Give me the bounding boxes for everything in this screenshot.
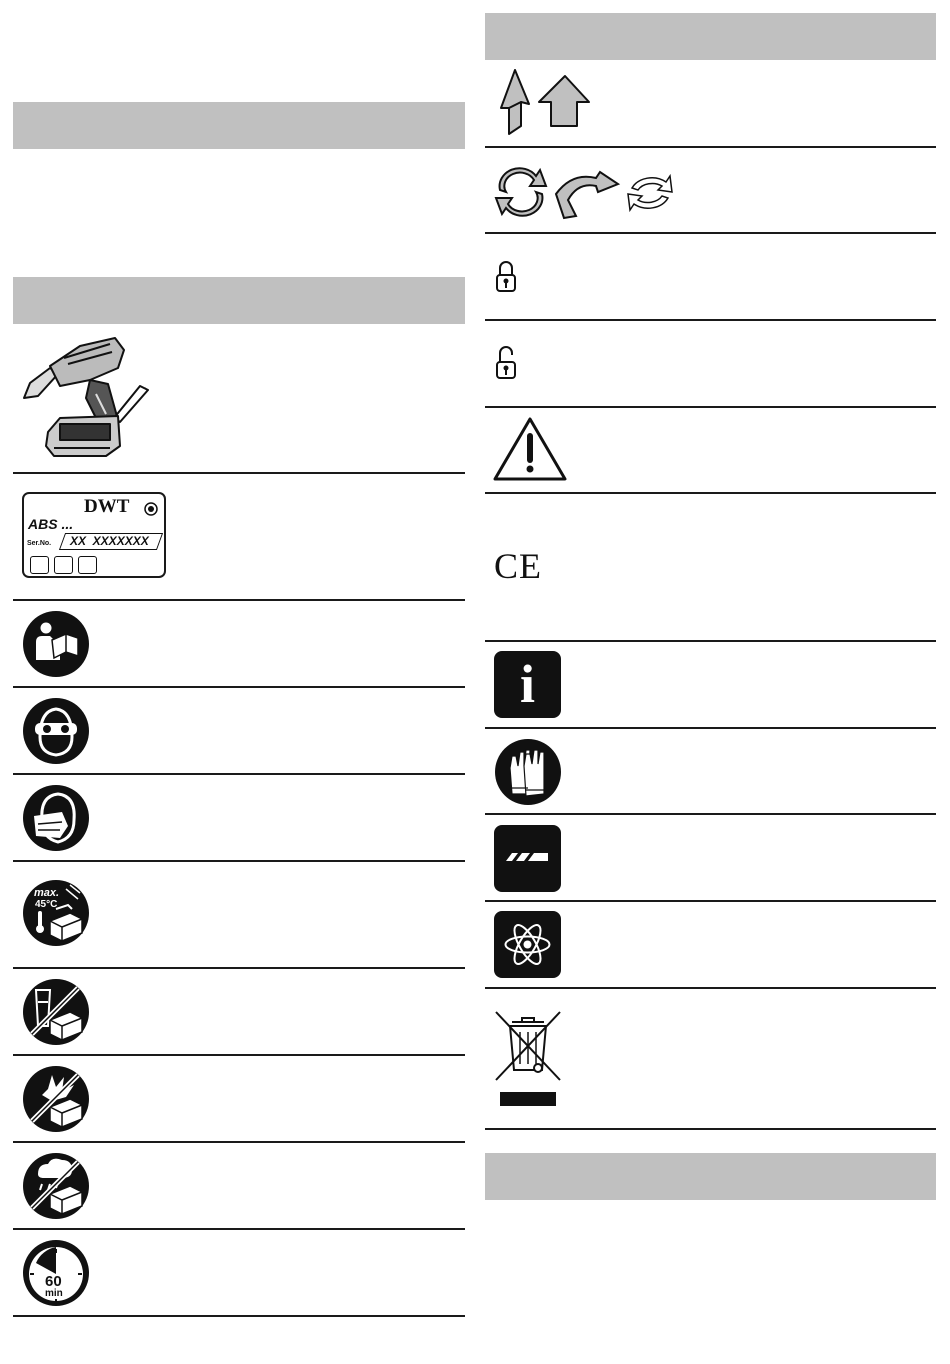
divider [13, 599, 465, 601]
charge-time-unit: min [45, 1288, 63, 1299]
battery-level-icon [494, 825, 561, 892]
divider [485, 232, 936, 234]
eye-protection-icon [22, 697, 90, 765]
divider [13, 686, 465, 688]
rating-plate-brand: DWT [84, 496, 130, 517]
read-manual-icon [22, 610, 90, 678]
divider [13, 1141, 465, 1143]
max-temp-line2: 45°C [35, 899, 58, 910]
right-header-bar-1 [485, 13, 936, 60]
divider [485, 406, 936, 408]
divider [13, 472, 465, 474]
lock-closed-icon [495, 259, 517, 295]
divider [485, 900, 936, 902]
max-temp-line1: max. [34, 887, 60, 899]
rating-plate-box [30, 556, 49, 574]
atom-icon [494, 911, 561, 978]
rating-plate-box [78, 556, 97, 574]
warning-triangle-icon [492, 416, 568, 482]
left-header-bar-2 [13, 277, 465, 324]
gloves-icon [494, 738, 562, 806]
dust-mask-icon [22, 784, 90, 852]
drill-illustration [20, 328, 155, 463]
divider [485, 640, 936, 642]
divider [485, 146, 936, 148]
ce-mark-icon [494, 548, 542, 584]
charge-time-value: 60 [45, 1273, 62, 1290]
divider [485, 813, 936, 815]
divider [485, 1128, 936, 1130]
divider [13, 773, 465, 775]
left-header-bar-1 [13, 102, 465, 149]
rotation-arrows-icon [492, 164, 677, 220]
divider [13, 1228, 465, 1230]
no-rain-battery-icon [22, 1152, 90, 1220]
divider [485, 987, 936, 989]
info-icon [494, 651, 561, 718]
rating-plate-serial-label: Ser.No. [27, 540, 52, 547]
divider [485, 727, 936, 729]
divider [13, 860, 465, 862]
divider [485, 319, 936, 321]
divider [13, 1054, 465, 1056]
no-water-battery-icon [22, 978, 90, 1046]
rating-plate-model: ABS ... [28, 516, 74, 532]
info-letter: i [519, 654, 535, 714]
direction-up-arrows-icon [495, 68, 595, 138]
right-header-bar-2 [485, 1153, 936, 1200]
lock-open-icon [495, 344, 517, 382]
charge-time-icon [22, 1239, 90, 1307]
divider [13, 967, 465, 969]
rating-plate-gear-icon [144, 502, 158, 516]
rating-plate-serial-value: XX XXXXXXX [70, 534, 149, 548]
divider [485, 492, 936, 494]
no-fire-battery-icon [22, 1065, 90, 1133]
max-temperature-icon [22, 879, 90, 947]
weee-bin-icon [490, 1008, 566, 1108]
divider [13, 1315, 465, 1317]
ce-mark-text: CE [494, 546, 543, 586]
rating-plate-box [54, 556, 73, 574]
rating-plate [22, 492, 166, 578]
